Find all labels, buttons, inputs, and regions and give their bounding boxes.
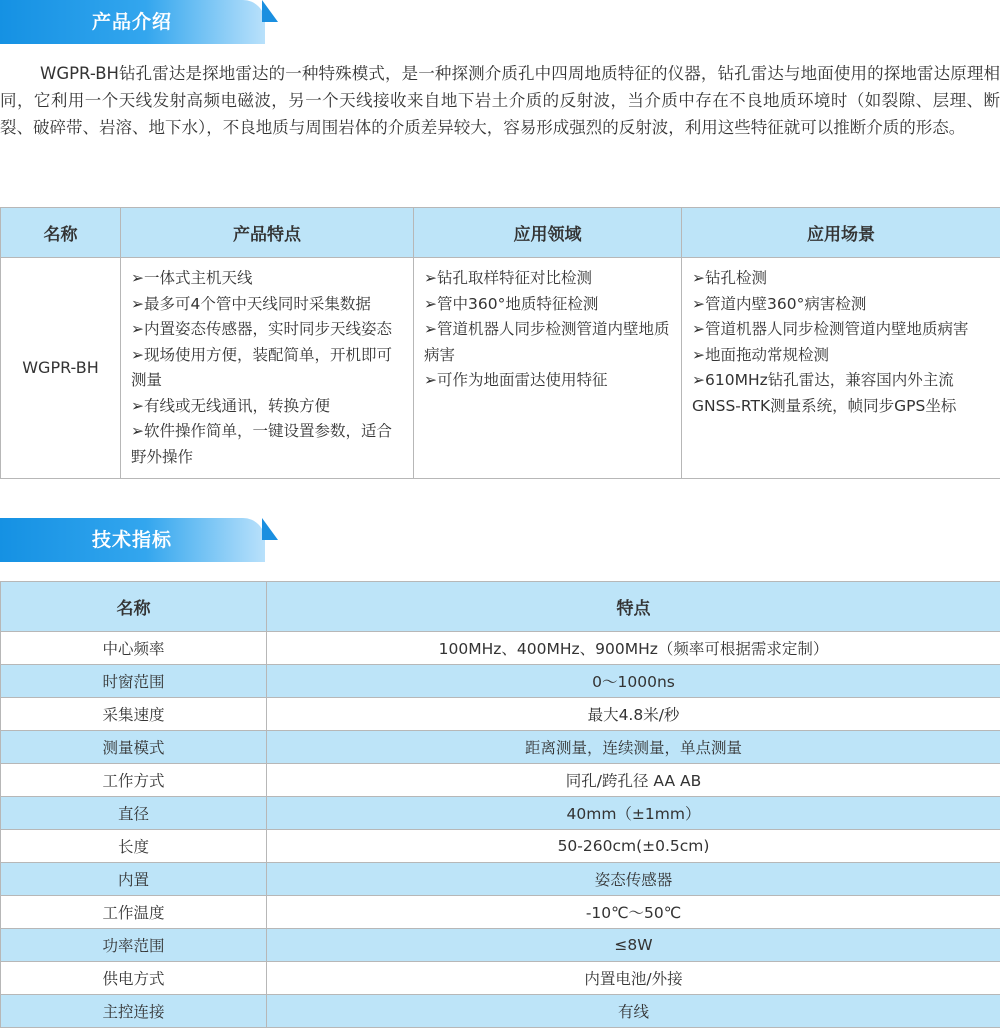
scene-item: ➢地面拖动常规检测 (692, 345, 829, 364)
intro-section-title: 产品介绍 (92, 11, 173, 33)
spec-value: 最大4.8米/秒 (267, 698, 1000, 731)
spec-name: 直径 (1, 797, 267, 830)
spec-row (1, 995, 1000, 1028)
fields-cell (414, 258, 682, 479)
spec-table-header-row (1, 582, 1000, 632)
product-table-header-row (1, 208, 1000, 258)
feature-item: ➢最多可4个管中天线同时采集数据 (131, 294, 371, 313)
spec-row (1, 863, 1000, 896)
spec-value: -10℃～50℃ (267, 896, 1000, 929)
spec-header-name: 名称 (1, 582, 267, 632)
spec-name: 供电方式 (1, 962, 267, 995)
spec-name: 工作温度 (1, 896, 267, 929)
field-item: ➢管中360°地质特征检测 (424, 294, 599, 313)
header-fields: 应用领域 (414, 208, 682, 258)
spec-value: 距离测量，连续测量，单点测量 (267, 731, 1000, 764)
spec-table (0, 581, 1000, 1028)
spec-value: 50-260cm(±0.5cm) (267, 830, 1000, 863)
spec-value: 100MHz、400MHz、900MHz（频率可根据需求定制） (267, 632, 1000, 665)
header-scenes: 应用场景 (682, 208, 1000, 258)
spec-value: 有线 (267, 995, 1000, 1028)
scene-item: ➢610MHz钻孔雷达，兼容国内外主流GNSS-RTK测量系统，帧同步GPS坐标 (692, 371, 957, 415)
intro-paragraph: WGPR-BH钻孔雷达是探地雷达的一种特殊模式，是一种探测介质孔中四周地质特征的仪器，钻孔雷达与地面使用的探地雷达原理相同，它利用一个天线发射高频电磁波，另一个天线接收来自地下岩土介质的反射波，当介质中存在不良地质环境时（如裂隙、层理、断裂、破碎带、岩溶、地下水），不良地质与周围岩体的介质差异较大，容易形成强烈的反射波，利用这些特征就可以推断介质的形态。 (0, 64, 1000, 137)
spec-section-header (0, 518, 280, 562)
product-table-row (1, 258, 1000, 479)
spec-row (1, 929, 1000, 962)
section-tab-accent (262, 518, 278, 540)
field-item: ➢钻孔取样特征对比检测 (424, 269, 592, 287)
feature-item: ➢内置姿态传感器，实时同步天线姿态 (131, 320, 392, 338)
spec-row (1, 731, 1000, 764)
product-name: WGPR-BH (1, 258, 121, 479)
spec-name: 中心频率 (1, 632, 267, 665)
spec-name: 功率范围 (1, 929, 267, 962)
spec-name: 工作方式 (1, 764, 267, 797)
spec-value: 0～1000ns (267, 665, 1000, 698)
features-cell (121, 258, 414, 479)
spec-name: 时窗范围 (1, 665, 267, 698)
spec-name: 主控连接 (1, 995, 267, 1028)
spec-header-value: 特点 (267, 582, 1000, 632)
feature-item: ➢一体式主机天线 (131, 269, 253, 287)
spec-name: 内置 (1, 863, 267, 896)
scene-item: ➢钻孔检测 (692, 269, 767, 287)
product-table (0, 207, 1000, 479)
feature-item: ➢有线或无线通讯，转换方便 (131, 396, 330, 415)
spec-name: 长度 (1, 830, 267, 863)
scenes-cell (682, 258, 1000, 479)
spec-row (1, 698, 1000, 731)
spec-section-title: 技术指标 (92, 529, 173, 551)
spec-row (1, 896, 1000, 929)
feature-item: ➢软件操作简单，一键设置参数，适合野外操作 (131, 422, 392, 466)
header-name: 名称 (1, 208, 121, 258)
section-tab-accent (262, 0, 278, 22)
spec-value: 姿态传感器 (267, 863, 1000, 896)
spec-value: ≤8W (267, 929, 1000, 962)
spec-row (1, 797, 1000, 830)
spec-row (1, 764, 1000, 797)
field-item: ➢管道机器人同步检测管道内壁地质病害 (424, 320, 670, 364)
field-item: ➢可作为地面雷达使用特征 (424, 371, 608, 389)
feature-item: ➢现场使用方便，装配简单，开机即可测量 (131, 345, 392, 389)
spec-row (1, 665, 1000, 698)
spec-row (1, 830, 1000, 863)
header-features: 产品特点 (121, 208, 414, 258)
spec-row (1, 632, 1000, 665)
spec-name: 测量模式 (1, 731, 267, 764)
scene-item: ➢管道内壁360°病害检测 (692, 294, 867, 313)
scene-item: ➢管道机器人同步检测管道内壁地质病害 (692, 320, 969, 338)
spec-value: 同孔/跨孔径 AA AB (267, 764, 1000, 797)
spec-value: 内置电池/外接 (267, 962, 1000, 995)
spec-row (1, 962, 1000, 995)
spec-name: 采集速度 (1, 698, 267, 731)
spec-value: 40mm（±1mm） (267, 797, 1000, 830)
intro-section-header (0, 0, 280, 44)
